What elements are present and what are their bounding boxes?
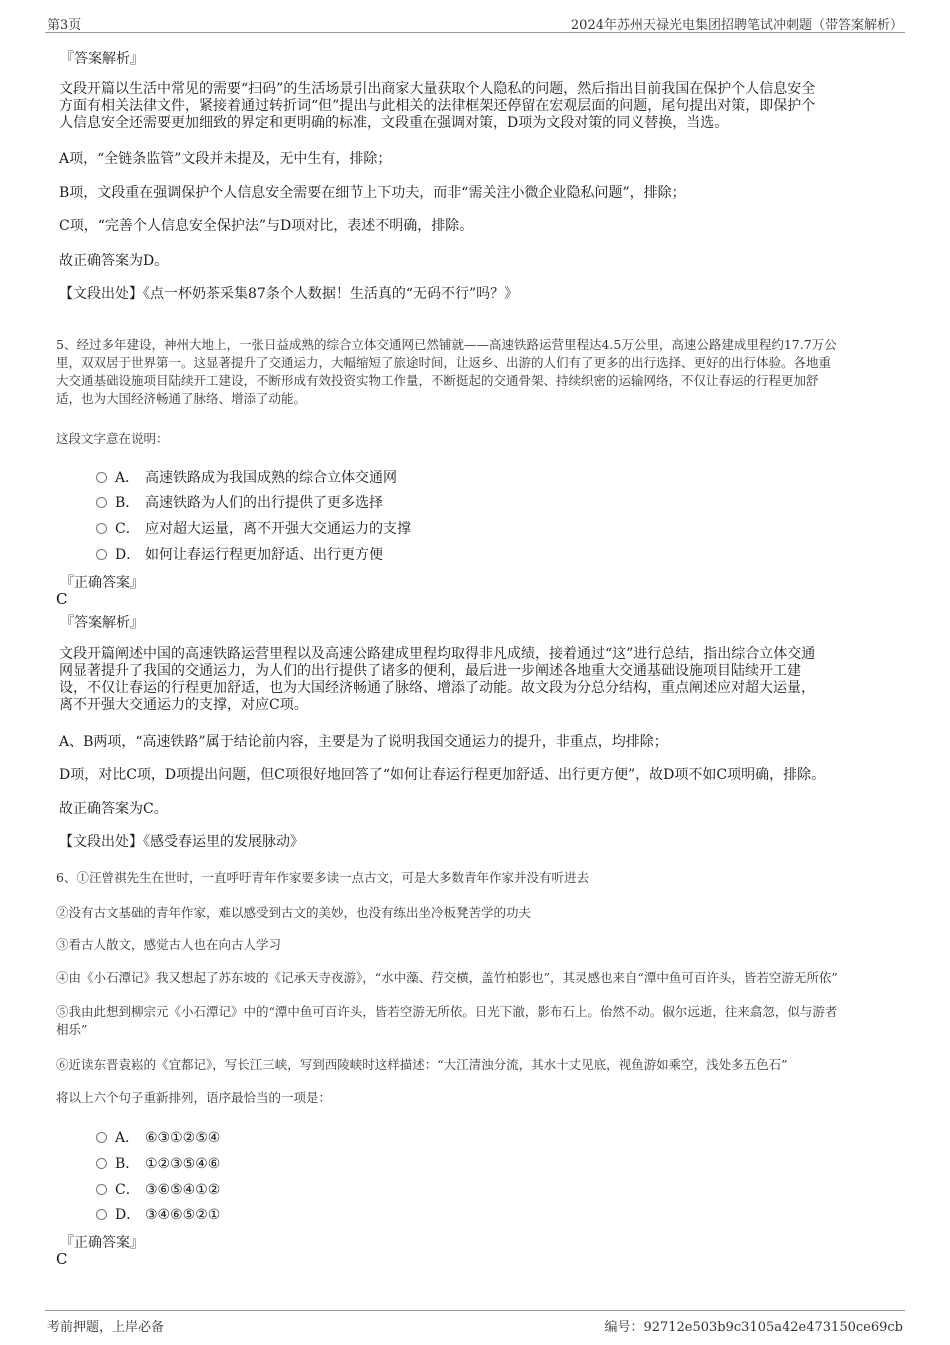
analysis-tag: 『答案解析』 [60,615,144,631]
q5-option-c[interactable]: C． 应对超大运量，离不开强大交通运力的支撑 [96,518,411,536]
option-ab-analysis: A、B两项，“高速铁路”属于结论前内容，主要是为了说明我国交通运力的提升，非重点，均排除； [59,734,668,750]
passage-source: 【文段出处】《点一杯奶茶采集87条个人数据！生活真的“无码不行”吗？》 [59,286,519,302]
correct-answer: C [56,590,68,608]
text-line: 方面有相关法律文件，紧接着通过转折词“但”提出与此相关的法律框架还停留在宏观层面的问题，尾句提出对策，即保护个 [59,98,816,114]
q6-sentence-5 [56,1003,837,1039]
passage-source: 【文段出处】《感受春运里的发展脉动》 [59,834,304,850]
text-line: 离不开强大交通运力的支撑，对应C项。 [59,697,308,713]
q6-option-a[interactable]: A． ⑥③①②⑤④ [96,1127,220,1145]
text-line: 适，也为大国经济畅通了脉络、增添了动能。 [56,391,307,406]
footer-slogan: 考前押题，上岸必备 [47,1320,165,1335]
radio-button-icon[interactable] [96,1209,107,1220]
page-number: 第3页 [47,18,82,33]
option-b-analysis: B项，文段重在强调保护个人信息安全需要在细节上下功夫，而非“需关注小微企业隐私问题”，排除； [59,185,686,201]
radio-button-icon[interactable] [96,1158,107,1169]
q6-sentence-3: ③看古人散文，感觉古人也在向古人学习 [56,937,282,952]
text-line: 设，不仅让春运的行程更加舒适，也为大国经济畅通了脉络、增添了动能。故文段为分总分结构，重点阐述应对超大运量， [59,680,815,696]
q6-option-d[interactable]: D． ③④⑥⑤②① [96,1204,220,1222]
text-line: 网显著提升了我国的交通运力，为人们的出行提供了诸多的便利，最后进一步阐述各地重大交通基础设施项目陆续开工建 [59,663,801,679]
question-5-prompt: 这段文字意在说明： [56,431,169,446]
text-line: 文段开篇以生活中常见的需要“扫码”的生活场景引出商家大量获取个人隐私的问题，然后指出目前我国在保护个人信息安全 [59,81,816,97]
q6-option-b[interactable]: B． ①②③⑤④⑥ [96,1153,220,1171]
radio-button-icon[interactable] [96,1132,107,1143]
option-a-analysis: A项，“全链条监管”文段并未提及，无中生有，排除； [59,151,392,167]
q5-analysis-paragraph [59,646,815,714]
radio-button-icon[interactable] [96,497,107,508]
text-line: 相乐” [56,1022,88,1037]
text-line: 里，双双居于世界第一。这显著提升了交通运力，大幅缩短了旅途时间，让返乡、出游的人们有了更多的出行选择、更好的出行体验。各地重 [56,355,832,370]
question-6-prompt: 将以上六个句子重新排列，语序最恰当的一项是： [56,1090,332,1105]
text-line: 大交通基础设施项目陆续开工建设，不断形成有效投资实物工作量，不断挺起的交通骨架、持续织密的运输网络，不仅让春运的行程更加舒 [56,373,819,388]
text-line: ⑤我由此想到柳宗元《小石潭记》中的“潭中鱼可百许头，皆若空游无所依。日光下澈，影布石上。佁然不动。俶尔远逝，往来翕忽，似与游者 [56,1004,838,1019]
option-d-analysis: D项，对比C项，D项提出问题，但C项很好地回答了“如何让春运行程更加舒适、出行更方便”，故D项不如C项明确，排除。 [59,767,826,783]
question-5-text [56,336,837,408]
answer-conclusion: 故正确答案为D。 [59,253,169,269]
answer-conclusion: 故正确答案为C。 [59,801,168,817]
text-line: 文段开篇阐述中国的高速铁路运营里程以及高速公路建成里程均取得非凡成绩，接着通过“这”进行总结，指出综合立体交通 [59,646,816,662]
q6-sentence-4: ④由《小石潭记》我又想起了苏东坡的《记承天寺夜游》，“水中藻、荇交横，盖竹柏影也”，其灵感也来自“潭中鱼可百许头，皆若空游无所依” [56,970,838,985]
correct-answer-tag: 『正确答案』 [60,1235,144,1251]
radio-button-icon[interactable] [96,549,107,560]
correct-answer-tag: 『正确答案』 [60,575,144,591]
q6-sentence-6: ⑥近读东晋袁崧的《宜都记》，写长江三峡，写到西陵峡时这样描述：“大江清浊分流，其水十丈见底，视鱼游如乘空，浅处多五色石” [56,1057,788,1072]
q5-option-b[interactable]: B． 高速铁路为人们的出行提供了更多选择 [96,492,383,510]
q6-option-c[interactable]: C． ③⑥⑤④①② [96,1179,220,1197]
analysis-paragraph [59,81,815,132]
correct-answer: C [56,1250,68,1268]
document-serial: 编号：92712e503b9c3105a42e473150ce69cb [604,1320,903,1335]
q5-option-a[interactable]: A． 高速铁路成为我国成熟的综合立体交通网 [96,467,397,485]
radio-button-icon[interactable] [96,523,107,534]
radio-button-icon[interactable] [96,1184,107,1195]
option-c-analysis: C项，“完善个人信息安全保护法”与D项对比，表述不明确，排除。 [59,218,474,234]
analysis-tag: 『答案解析』 [60,51,144,67]
page-footer [45,1310,905,1335]
radio-button-icon[interactable] [96,472,107,483]
document-title: 2024年苏州天禄光电集团招聘笔试冲刺题（带答案解析） [570,18,903,33]
text-line: 人信息安全还需要更加细致的界定和更明确的标准，文段重在强调对策，D项为文段对策的同义替换，当选。 [59,115,729,131]
q6-sentence-1: 6、①汪曾祺先生在世时，一直呼吁青年作家要多读一点古文，可是大多数青年作家并没有听进去 [56,870,589,885]
q6-sentence-2: ②没有古文基础的青年作家，难以感受到古文的美妙，也没有练出坐冷板凳苦学的功夫 [56,905,532,920]
q5-option-d[interactable]: D． 如何让春运行程更加舒适、出行更方便 [96,544,383,562]
text-line: 5、经过多年建设，神州大地上，一张日益成熟的综合立体交通网已然铺就——高速铁路运营里程达4.5万公里，高速公路建成里程约17.7万公 [56,337,837,352]
